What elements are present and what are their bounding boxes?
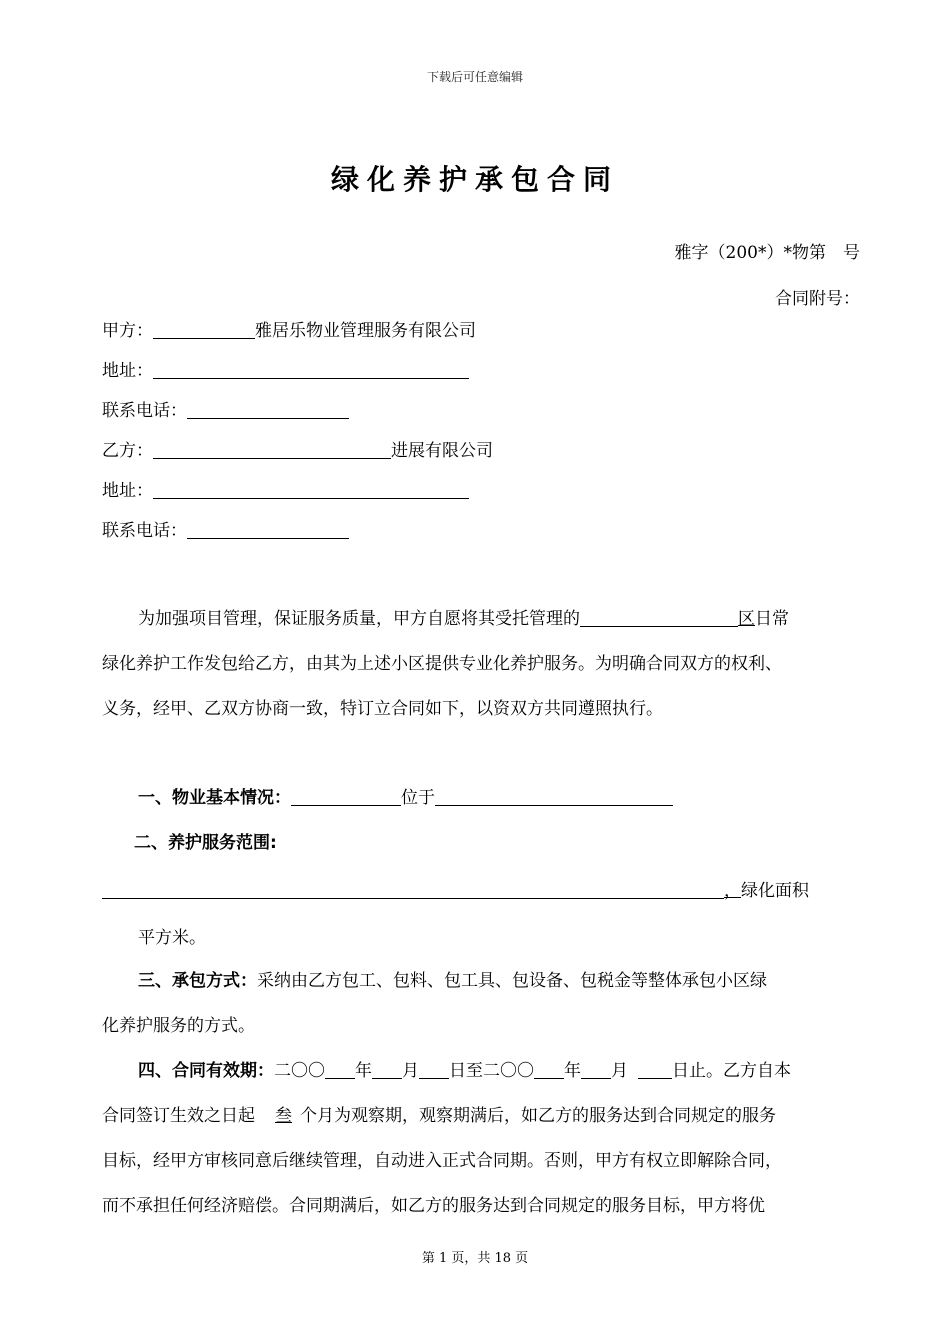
year-label-1: 年 [355, 1061, 372, 1081]
page-footer: 第 1 页，共 18 页 [421, 1251, 529, 1266]
party-b-name: 进展有限公司 [391, 441, 493, 461]
section-4-line-1 [138, 1059, 791, 1083]
intro-line-3: 义务，经甲、乙双方协商一致，特订立合同如下，以资双方共同遵照执行。 [102, 699, 663, 719]
appendix-number: 合同附号： [775, 289, 860, 309]
area-unit: 平方米。 [138, 928, 206, 948]
party-b-phone-line [102, 519, 349, 543]
month-label-1: 月 [402, 1061, 419, 1081]
section-2-title-text: 二、养护服务范围: [134, 833, 277, 853]
year-prefix-1: 二〇〇 [274, 1061, 325, 1081]
scope-blank [102, 880, 724, 899]
section-4-text-2b: 个月为观察期，观察期满后，如乙方的服务达到合同规定的服务 [300, 1106, 776, 1126]
section-4-line-2 [102, 1104, 776, 1128]
party-a-line [102, 319, 476, 343]
day-to-label: 日至二〇〇 [449, 1061, 534, 1081]
party-a-name: 雅居乐物业管理服务有限公司 [255, 321, 476, 341]
section-4-title: 四、合同有效期： [138, 1061, 274, 1081]
section-4-line-4: 而不承担任何经济赔偿。合同期满后，如乙方的服务达到合同规定的服务目标，甲方将优 [102, 1196, 765, 1216]
party-b-label: 乙方： [102, 441, 153, 461]
section-2-scope-line [102, 879, 809, 903]
year-blank-2 [534, 1060, 564, 1079]
year-blank-1 [325, 1060, 355, 1079]
section-3-line-1 [138, 969, 767, 993]
day-blank-2 [638, 1060, 672, 1079]
party-b-line [102, 439, 493, 463]
document-title: 绿化养护承包合同 [330, 163, 619, 196]
section-3-title: 三、承包方式： [138, 971, 257, 991]
party-a-phone-line [102, 399, 349, 423]
party-a-blank [153, 320, 255, 339]
party-a-address-blank [153, 360, 469, 379]
month-label-2: 月 [611, 1061, 628, 1081]
section-1-line [138, 786, 673, 810]
section-4-text-2a: 合同签订生效之日起 [102, 1106, 255, 1126]
month-blank-2 [581, 1060, 611, 1079]
party-b-address-blank [153, 480, 469, 499]
party-b-address-label: 地址： [102, 481, 153, 501]
section-4-end-text: 日止。乙方自本 [672, 1061, 791, 1081]
intro-line-2: 绿化养护工作发包给乙方，由其为上述小区提供专业化养护服务。为明确合同双方的权利、 [102, 654, 782, 674]
section-4-line-3: 目标，经甲方审核同意后继续管理，自动进入正式合同期。否则，甲方有权立即解除合同， [102, 1151, 782, 1171]
party-a-phone-label: 联系电话： [102, 401, 187, 421]
section-3-text-1: 采纳由乙方包工、包料、包工具、包设备、包税金等整体承包小区绿 [257, 971, 767, 991]
district-blank [580, 608, 738, 627]
party-b-address-line [102, 479, 469, 503]
party-a-phone-blank [187, 400, 349, 419]
location-blank [435, 787, 673, 806]
observation-months: 叁 [275, 1106, 292, 1126]
party-a-address-label: 地址： [102, 361, 153, 381]
party-a-address-line [102, 359, 469, 383]
reference-number: 雅字（200*）*物第 号 [674, 243, 860, 263]
party-b-blank [153, 440, 391, 459]
year-label-2: 年 [564, 1061, 581, 1081]
section-2-title [134, 831, 277, 855]
party-b-phone-blank [187, 520, 349, 539]
property-name-blank [291, 787, 401, 806]
day-blank-1 [419, 1060, 449, 1079]
section-3-line-2: 化养护服务的方式。 [102, 1016, 255, 1036]
intro-text-1: 为加强项目管理，保证服务质量，甲方自愿将其受托管理的 [138, 609, 580, 629]
intro-line-1 [138, 607, 789, 631]
section-1-title: 一、物业基本情况： [138, 788, 291, 808]
party-a-label: 甲方： [102, 321, 153, 341]
header-note: 下载后可任意编辑 [426, 70, 523, 84]
green-area-label: 绿化面积 [741, 881, 809, 901]
district-suffix: 区 [738, 609, 755, 629]
party-b-phone-label: 联系电话： [102, 521, 187, 541]
scope-comma: ， [724, 881, 741, 901]
intro-text-2: 日常 [755, 609, 789, 629]
month-blank-1 [372, 1060, 402, 1079]
located-label: 位于 [401, 788, 435, 808]
